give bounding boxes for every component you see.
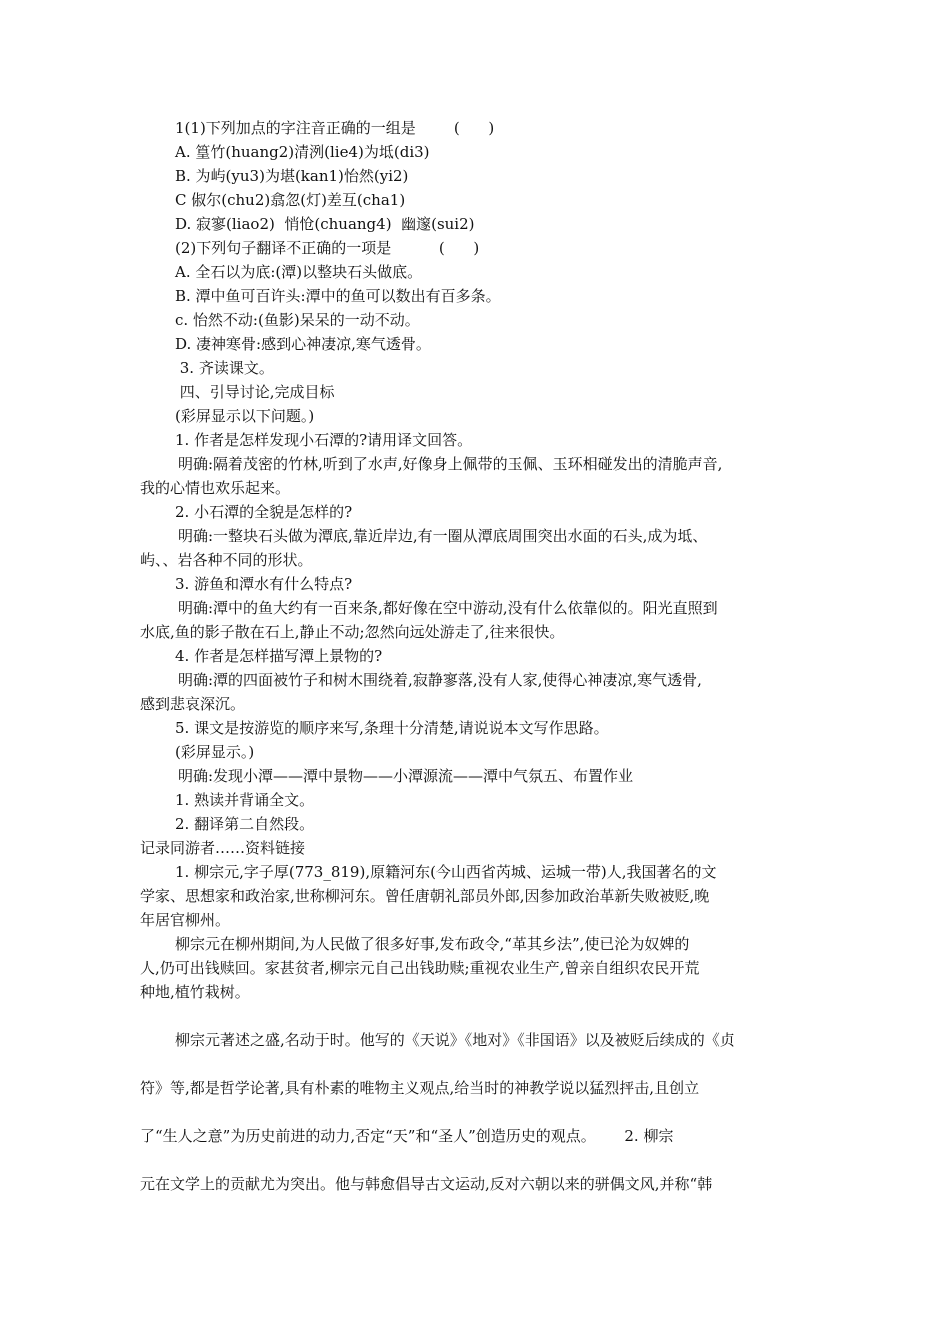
- section-heading: 记录同游者……资料链接: [140, 839, 306, 857]
- option-d: D. 寂寥(liao2) 悄怆(chuang4) 幽邃(sui2): [175, 215, 475, 233]
- answer-text: 明确:一整块石头做为潭底,靠近岸边,有一圈从潭底周围突出水面的石头,成为坻、: [178, 527, 708, 545]
- option-a: A. 篁竹(huang2)清洌(lie4)为坻(di3): [175, 143, 430, 161]
- answer-text: 明确:潭中的鱼大约有一百来条,都好像在空中游动,没有什么依靠似的。阳光直照到: [178, 599, 718, 617]
- paragraph-text-cont: 学家、思想家和政治家,世称柳河东。曾任唐朝礼部员外郎,因参加政治革新失败被贬,晚: [140, 887, 710, 905]
- option-d: D. 凄神寒骨:感到心神凄凉,寒气透骨。: [175, 335, 431, 353]
- note-text: (彩屏显示以下问题。): [175, 407, 315, 425]
- paragraph-text-cont: 了“生人之意”为历史前进的动力,否定“天”和“圣人”创造历史的观点。 2. 柳宗: [140, 1127, 674, 1145]
- option-a: A. 全石以为底:(潭)以整块石头做底。: [175, 263, 423, 281]
- question-text: 1. 作者是怎样发现小石潭的?请用译文回答。: [175, 431, 473, 449]
- answer-text-cont: 屿、、岩各种不同的形状。: [140, 551, 313, 569]
- question-2-stem: (2)下列句子翻译不正确的一项是 ( ): [175, 239, 480, 257]
- option-b: B. 为屿(yu3)为堪(kan1)怡然(yi2): [175, 167, 409, 185]
- paragraph-text: 柳宗元著述之盛,名动于时。他写的《天说》《地对》《非国语》以及被贬后续成的《贞: [175, 1031, 735, 1049]
- answer-text-cont: 水底,鱼的影子散在石上,静止不动;忽然向远处游走了,往来很快。: [140, 623, 565, 641]
- option-c: C 俶尔(chu2)翕忽(灯)差互(cha1): [175, 191, 406, 209]
- option-c: c. 怡然不动:(鱼影)呆呆的一动不动。: [175, 311, 420, 329]
- question-1-stem: 1(1)下列加点的字注音正确的一组是 ( ): [175, 119, 495, 137]
- section-heading: 四、引导讨论,完成目标: [175, 383, 335, 401]
- answer-text-cont: 感到悲哀深沉。: [140, 695, 246, 713]
- paragraph-text: 柳宗元在柳州期间,为人民做了很多好事,发布政令,“革其乡法”,使已沦为奴婢的: [175, 935, 690, 953]
- paragraph-text-cont: 元在文学上的贡献尤为突出。他与韩愈倡导古文运动,反对六朝以来的骈偶文风,并称“韩: [140, 1175, 713, 1193]
- question-text: 2. 小石潭的全貌是怎样的?: [175, 503, 353, 521]
- question-text: 3. 游鱼和潭水有什么特点?: [175, 575, 353, 593]
- answer-text: 明确:潭的四面被竹子和树木围绕着,寂静寥落,没有人家,使得心神凄凉,寒气透骨,: [178, 671, 702, 689]
- paragraph-text-cont: 年居官柳州。: [140, 911, 231, 929]
- answer-text: 明确:隔着茂密的竹林,听到了水声,好像身上佩带的玉佩、玉环相碰发出的清脆声音,: [178, 455, 723, 473]
- option-b: B. 潭中鱼可百许头:潭中的鱼可以数出有百多条。: [175, 287, 501, 305]
- question-text: 4. 作者是怎样描写潭上景物的?: [175, 647, 383, 665]
- homework-item: 2. 翻译第二自然段。: [175, 815, 315, 833]
- paragraph-text-cont: 种地,植竹栽树。: [140, 983, 250, 1001]
- homework-item: 1. 熟读并背诵全文。: [175, 791, 315, 809]
- paragraph-text: 1. 柳宗元,字子厚(773_819),原籍河东(今山西省芮城、运城一带)人,我国著名的文: [175, 863, 717, 881]
- answer-text: 明确:发现小潭——潭中景物——小潭源流——潭中气氛五、布置作业: [178, 767, 634, 785]
- question-text: 5. 课文是按游览的顺序来写,条理十分清楚,请说说本文写作思路。: [175, 719, 609, 737]
- paragraph-text-cont: 符》等,都是哲学论著,具有朴素的唯物主义观点,给当时的神教学说以猛烈抨击,且创立: [140, 1079, 700, 1097]
- note-text: (彩屏显示。): [175, 743, 255, 761]
- paragraph-text-cont: 人,仍可出钱赎回。家甚贫者,柳宗元自己出钱助赎;重视农业生产,曾亲自组织农民开荒: [140, 959, 700, 977]
- step-text: 3. 齐读课文。: [175, 359, 274, 377]
- answer-text-cont: 我的心情也欢乐起来。: [140, 479, 291, 497]
